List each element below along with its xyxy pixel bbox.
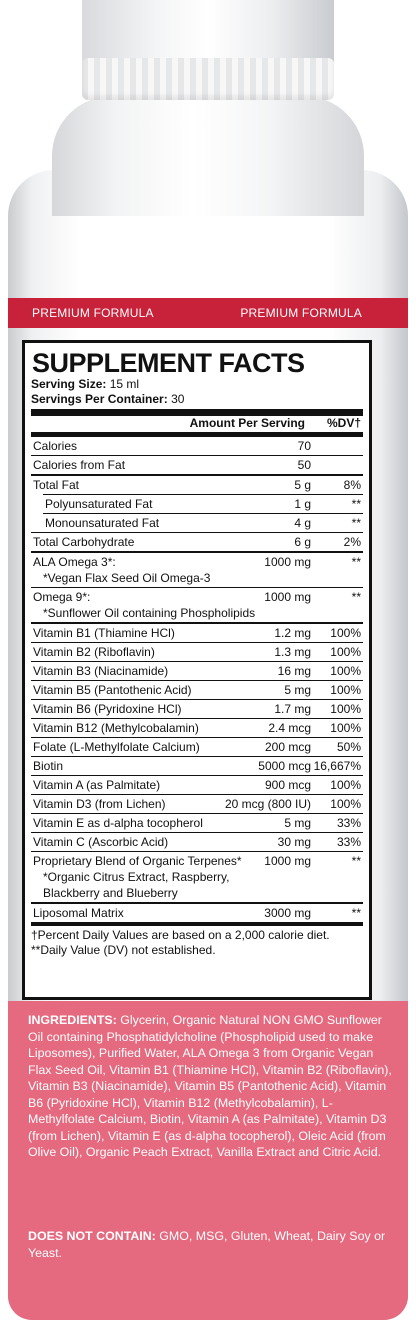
facts-row: Vitamin D3 (from Lichen) 20 mcg (800 IU) 100% — [31, 794, 363, 813]
bottle-neck — [52, 96, 364, 216]
facts-row: Omega 9*: *Sunflower Oil containing Phospholipids 1000 mg ** — [31, 587, 363, 622]
premium-band — [8, 298, 408, 328]
facts-row: Calories 70 — [31, 436, 363, 455]
servings-per-container: Servings Per Container: 30 — [31, 392, 185, 406]
facts-row: Vitamin B3 (Niacinamide) 16 mg 100% — [31, 661, 363, 680]
band-label-left: PREMIUM FORMULA — [32, 306, 154, 320]
facts-row: Monounsaturated Fat 4 g ** — [43, 513, 363, 532]
facts-row: Folate (L-Methylfolate Calcium) 200 mcg 50% — [31, 737, 363, 756]
facts-row: Vitamin B12 (Methylcobalamin) 2.4 mcg 100% — [31, 718, 363, 737]
facts-rows — [31, 436, 363, 922]
ingredients-text: INGREDIENTS: Glycerin, Organic Natural NON GMO Sunflower Oil containing Phosphatidylcholine (Phospholipid used to make Liposomes), Purified Water, ALA Omega 3 from Organic Vegan Flax Seed Oil, Vitamin B1 (Thiamine HCl), Vitamin B2 (Riboflavin), Vitamin B3 (Niacinamide), Vitamin B5 (Pantothenic Acid), Vitamin B6 (Pyridoxine HCl), Vitamin B12 (Methylcobalamin), L-Methylfolate Calcium, Biotin, Vitamin A (as Palmitate), Vitamin D3 (from Lichen), Vitamin E (as d-alpha tocopherol), Oleic Acid (from Olive Oil), Organic Peach Extract, Vanilla Extract and Citric Acid. — [28, 1013, 392, 1159]
facts-row: Vitamin E as d-alpha tocopherol 5 mg 33% — [31, 813, 363, 832]
does-not-contain: DOES NOT CONTAIN: GMO, MSG, Gluten, Wheat, Dairy Soy or Yeast. — [28, 1229, 386, 1260]
facts-row: Vitamin B5 (Pantothenic Acid) 5 mg 100% — [31, 680, 363, 699]
facts-title: SUPPLEMENT FACTS — [32, 348, 305, 378]
supplement-facts-panel — [22, 340, 372, 1000]
facts-row: Proprietary Blend of Organic Terpenes* *Organic Citrus Extract, Raspberry, Blackberry and Blueberry 1000 mg ** — [31, 851, 363, 902]
facts-footnotes: †Percent Daily Values are based on a 2,000 calorie diet. **Daily Value (DV) not established. — [31, 922, 363, 958]
facts-row: Calories from Fat 50 — [31, 455, 363, 474]
bottle-cap-ribs — [82, 58, 334, 100]
facts-row: Polyunsaturated Fat 1 g ** — [43, 494, 363, 513]
facts-row: Liposomal Matrix 3000 mg ** — [31, 902, 363, 922]
facts-row: Vitamin C (Ascorbic Acid) 30 mg 33% — [31, 832, 363, 851]
serving-size: Serving Size: 15 ml — [31, 377, 140, 391]
facts-row: ALA Omega 3*: *Vegan Flax Seed Oil Omega-3 1000 mg ** — [31, 551, 363, 587]
facts-row: Vitamin B1 (Thiamine HCl) 1.2 mg 100% — [31, 622, 363, 642]
facts-row: Total Carbohydrate 6 g 2% — [31, 532, 363, 551]
facts-header: Amount Per Serving %DV† — [189, 416, 361, 430]
facts-row: Biotin 5000 mcg 16,667% — [31, 756, 363, 775]
facts-row: Total Fat 5 g 8% — [31, 474, 363, 494]
facts-row: Vitamin B6 (Pyridoxine HCl) 1.7 mg 100% — [31, 699, 363, 718]
band-label-right: PREMIUM FORMULA — [240, 306, 362, 320]
facts-row: Vitamin B2 (Riboflavin) 1.3 mg 100% — [31, 642, 363, 661]
facts-row: Vitamin A (as Palmitate) 900 mcg 100% — [31, 775, 363, 794]
